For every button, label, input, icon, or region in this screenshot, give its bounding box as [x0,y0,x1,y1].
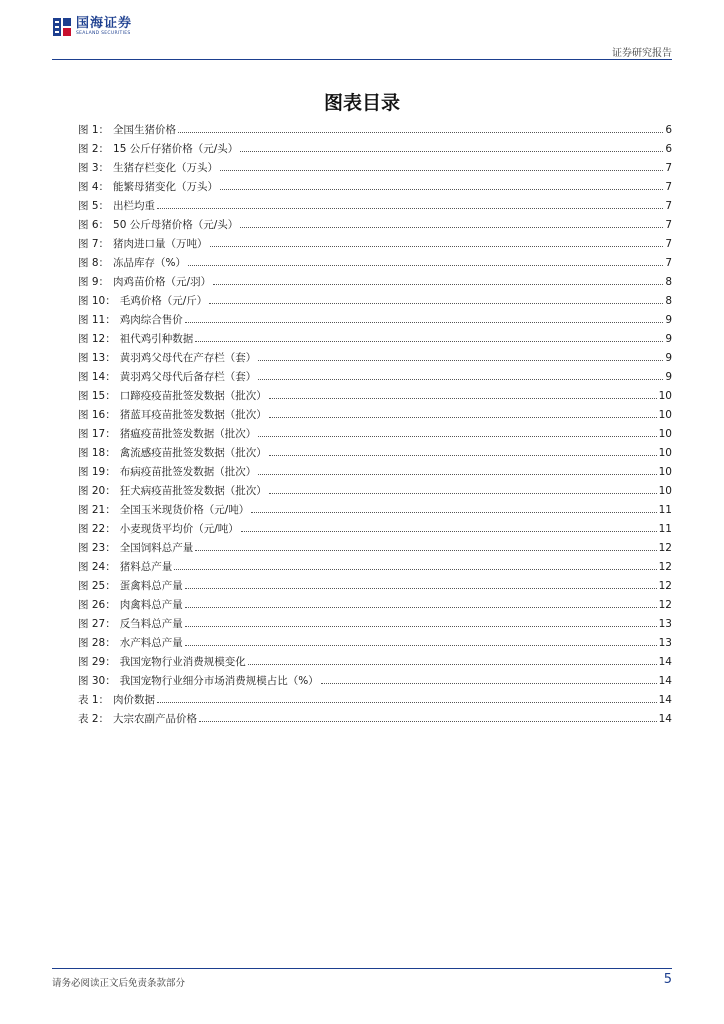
toc-entry[interactable] [78,520,672,539]
toc-entry-title: 黄羽鸡父母代后备存栏（套） [119,371,257,383]
toc-dot-leader [258,425,656,437]
toc-entry-page: 7 [665,257,672,269]
toc-entry-page: 6 [665,124,672,136]
toc-dot-leader [269,482,657,494]
toc-entry[interactable] [78,140,672,159]
toc-entry-page: 7 [665,219,672,231]
toc-entry-page: 11 [658,523,672,535]
toc-entry-page: 12 [658,580,672,592]
toc-dot-leader [240,140,663,152]
toc-entry-label: 图 14： [78,371,116,383]
toc-dot-leader [269,444,657,456]
toc-entry-label: 图 28： [78,637,116,649]
toc-entry[interactable] [78,558,672,577]
toc-entry-label: 图 16： [78,409,116,421]
toc-dot-leader [199,710,657,722]
toc-entry[interactable] [78,577,672,596]
toc-entry-label: 图 6： [78,219,110,231]
toc-entry[interactable] [78,311,672,330]
toc-entry[interactable] [78,444,672,463]
toc-entry[interactable] [78,235,672,254]
toc-entry-title: 能繁母猪变化（万头） [113,181,219,193]
toc-entry-label: 图 26： [78,599,116,611]
toc-entry-title: 祖代鸡引种数据 [119,333,194,345]
toc-entry-title: 蛋禽料总产量 [119,580,183,592]
toc-entry-label: 图 15： [78,390,116,402]
toc-entry-label: 图 30： [78,675,116,687]
toc-entry[interactable] [78,691,672,710]
toc-entry[interactable] [78,672,672,691]
toc-entry-title: 15 公斤仔猪价格（元/头） [113,143,239,155]
toc-entry-title: 全国饲料总产量 [119,542,194,554]
toc-entry-page: 9 [665,371,672,383]
toc-entry-page: 14 [658,675,672,687]
toc-dot-leader [321,672,657,684]
report-type: 证券研究报告 [612,48,672,59]
toc-entry-title: 出栏均重 [113,200,156,212]
toc-entry-title: 毛鸡价格（元/斤） [119,295,208,307]
toc-entry-page: 13 [658,637,672,649]
toc-entry-label: 图 5： [78,200,110,212]
toc-entry-title: 生猪存栏变化（万头） [113,162,219,174]
toc-entry[interactable] [78,349,672,368]
toc-dot-leader [185,615,657,627]
toc-dot-leader [188,254,663,266]
toc-entry-title: 肉价数据 [113,694,156,706]
toc-entry[interactable] [78,178,672,197]
toc-entry-page: 14 [658,656,672,668]
toc-entry-label: 图 29： [78,656,116,668]
toc-entry-page: 10 [658,409,672,421]
toc-entry-page: 10 [658,466,672,478]
toc-entry-page: 9 [665,333,672,345]
toc-entry-title: 冻品库存（%） [113,257,187,269]
toc-entry[interactable] [78,615,672,634]
toc-entry[interactable] [78,539,672,558]
toc-dot-leader [269,406,657,418]
toc-entry-label: 图 22： [78,523,116,535]
toc-dot-leader [185,634,657,646]
toc-dot-leader [195,539,656,551]
toc-dot-leader [185,311,664,323]
toc-entry-title: 全国玉米现货价格（元/吨） [119,504,250,516]
toc-entry[interactable] [78,387,672,406]
toc-entry-page: 14 [658,694,672,706]
toc-entry-label: 图 8： [78,257,110,269]
toc-dot-leader [209,292,663,304]
toc-entry-label: 图 18： [78,447,116,459]
toc-entry-label: 图 21： [78,504,116,516]
toc-dot-leader [220,178,663,190]
toc-entry-label: 图 3： [78,162,110,174]
toc-entry-title: 口蹄疫疫苗批签发数据（批次） [119,390,267,402]
toc-entry-label: 图 12： [78,333,116,345]
toc-entry-page: 9 [665,314,672,326]
toc-entry[interactable] [78,634,672,653]
toc-entry-page: 10 [658,428,672,440]
toc-dot-leader [185,596,657,608]
toc-entry-title: 布病疫苗批签发数据（批次） [119,466,257,478]
toc-entry-title: 猪肉进口量（万吨） [113,238,208,250]
toc-entry-page: 9 [665,352,672,364]
toc-entry-label: 图 25： [78,580,116,592]
toc-entry-page: 7 [665,200,672,212]
toc-entry[interactable] [78,463,672,482]
toc-entry[interactable] [78,159,672,178]
toc-entry[interactable] [78,292,672,311]
toc-entry-page: 10 [658,447,672,459]
table-of-figures [78,121,672,729]
toc-dot-leader [258,368,663,380]
toc-entry-page: 7 [665,181,672,193]
toc-entry-page: 11 [658,504,672,516]
toc-dot-leader [157,197,663,209]
company-logo [52,17,132,37]
toc-entry[interactable] [78,501,672,520]
toc-entry-label: 图 4： [78,181,110,193]
toc-entry-title: 反刍料总产量 [119,618,183,630]
toc-dot-leader [210,235,664,247]
toc-entry-page: 7 [665,238,672,250]
footer-disclaimer: 请务必阅读正文后免责条款部分 [52,978,186,989]
toc-entry-label: 图 17： [78,428,116,440]
toc-dot-leader [248,653,657,665]
toc-entry-title: 水产料总产量 [119,637,183,649]
page-number: 5 [663,972,672,987]
toc-entry[interactable] [78,121,672,140]
page-header [52,14,672,60]
toc-entry-page: 12 [658,599,672,611]
toc-entry-page: 12 [658,542,672,554]
toc-entry-title: 肉鸡苗价格（元/羽） [113,276,212,288]
toc-entry[interactable] [78,482,672,501]
toc-entry-label: 表 1： [78,694,110,706]
toc-entry-label: 图 2： [78,143,110,155]
toc-entry[interactable] [78,710,672,729]
toc-entry[interactable] [78,273,672,292]
toc-entry-page: 10 [658,485,672,497]
toc-entry[interactable] [78,368,672,387]
toc-dot-leader [220,159,663,171]
toc-entry[interactable] [78,330,672,349]
toc-entry-label: 图 23： [78,542,116,554]
toc-dot-leader [258,349,663,361]
toc-entry-title: 鸡肉综合售价 [119,314,183,326]
toc-dot-leader [241,520,657,532]
toc-entry-page: 14 [658,713,672,725]
toc-entry-label: 图 7： [78,238,110,250]
toc-entry-label: 表 2： [78,713,110,725]
toc-entry-title: 猪蓝耳疫苗批签发数据（批次） [119,409,267,421]
toc-entry-label: 图 20： [78,485,116,497]
toc-entry-title: 黄羽鸡父母代在产存栏（套） [119,352,257,364]
page-title: 图表目录 [323,92,400,114]
toc-entry-title: 狂犬病疫苗批签发数据（批次） [119,485,267,497]
toc-dot-leader [195,330,663,342]
toc-entry-page: 13 [658,618,672,630]
sealand-logo-icon [52,17,72,37]
toc-entry[interactable] [78,596,672,615]
logo-chinese-name: 国海证券 [76,16,133,31]
toc-entry-page: 6 [665,143,672,155]
toc-entry-label: 图 1： [78,124,110,136]
toc-entry-title: 禽流感疫苗批签发数据（批次） [119,447,267,459]
toc-entry[interactable] [78,653,672,672]
toc-entry-page: 7 [665,162,672,174]
toc-dot-leader [269,387,657,399]
toc-entry-page: 10 [658,390,672,402]
toc-entry-title: 50 公斤母猪价格（元/头） [113,219,239,231]
toc-entry-page: 12 [658,561,672,573]
toc-dot-leader [178,121,663,133]
toc-dot-leader [174,558,656,570]
toc-dot-leader [258,463,656,475]
toc-dot-leader [185,577,657,589]
toc-entry-label: 图 11： [78,314,116,326]
header-divider [52,59,672,60]
toc-entry-title: 猪料总产量 [119,561,173,573]
toc-entry-title: 猪瘟疫苗批签发数据（批次） [119,428,257,440]
footer-divider [52,968,672,969]
toc-dot-leader [251,501,656,513]
toc-entry-label: 图 27： [78,618,116,630]
logo-english-name: SEALAND SECURITIES [76,31,131,36]
toc-entry-title: 我国宠物行业消费规模变化 [119,656,246,668]
toc-entry-title: 小麦现货平均价（元/吨） [119,523,239,535]
toc-dot-leader [157,691,657,703]
toc-entry-page: 8 [665,295,672,307]
toc-entry[interactable] [78,406,672,425]
toc-entry-label: 图 19： [78,466,116,478]
toc-entry-title: 肉禽料总产量 [119,599,183,611]
toc-entry-title: 全国生猪价格 [113,124,177,136]
toc-entry[interactable] [78,216,672,235]
toc-entry-label: 图 9： [78,276,110,288]
toc-dot-leader [240,216,663,228]
toc-entry-title: 大宗农副产品价格 [113,713,198,725]
toc-entry[interactable] [78,425,672,444]
toc-entry[interactable] [78,254,672,273]
toc-dot-leader [213,273,663,285]
toc-entry-label: 图 24： [78,561,116,573]
toc-entry[interactable] [78,197,672,216]
toc-entry-page: 8 [665,276,672,288]
toc-entry-label: 图 13： [78,352,116,364]
toc-entry-label: 图 10： [78,295,116,307]
toc-entry-title: 我国宠物行业细分市场消费规模占比（%） [119,675,319,687]
